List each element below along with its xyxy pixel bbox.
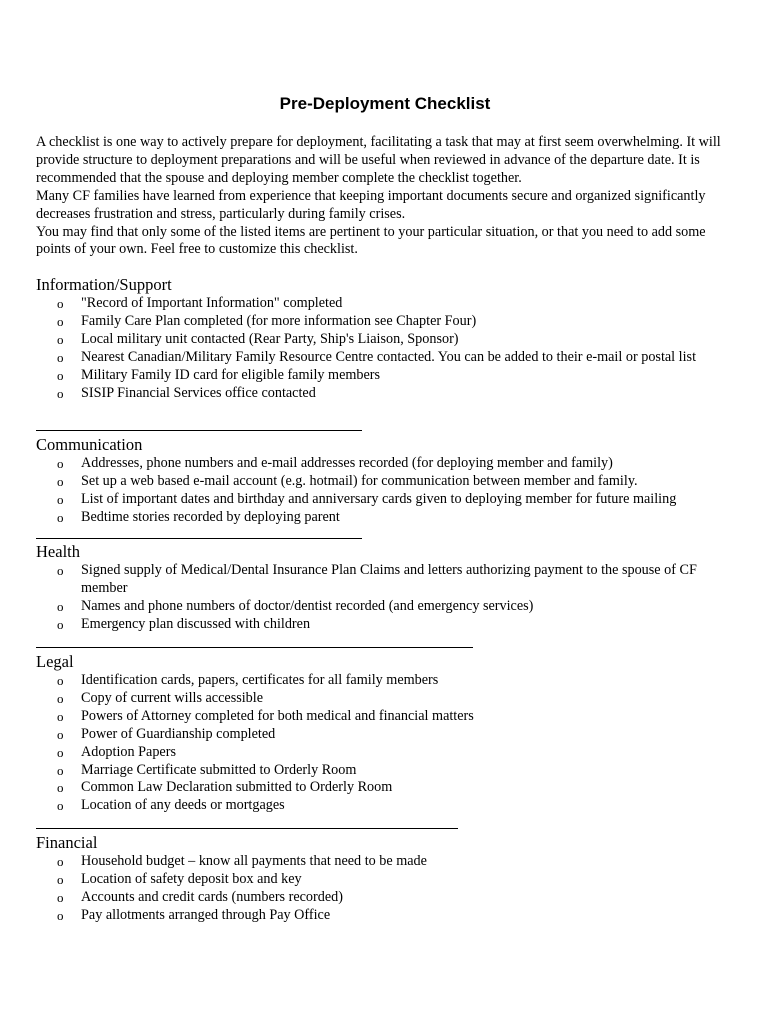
- item-text: Accounts and credit cards (numbers recorded): [81, 888, 343, 905]
- bullet-icon: o: [57, 726, 64, 742]
- list-item: [36, 295, 721, 313]
- section-heading: Health: [36, 542, 80, 561]
- bullet-icon: o: [57, 491, 64, 507]
- bullet-icon: o: [57, 349, 64, 365]
- list-item: [36, 313, 721, 331]
- item-text: Local military unit contacted (Rear Party, Ship's Liaison, Sponsor): [81, 330, 459, 347]
- item-text: Household budget – know all payments that need to be made: [81, 853, 427, 869]
- item-text: "Record of Important Information" completed: [81, 295, 343, 311]
- list-item: [36, 349, 721, 367]
- item-text: Common Law Declaration submitted to Orderly Room: [81, 779, 393, 796]
- intro-paragraph: A checklist is one way to actively prepare for deployment, facilitating a task that may at first seem overwhelming. It will provide structure to deployment preparations and will be useful when reviewed in advance of the departure date. It is recommended that the spouse and deploying member complete the checklist together.: [36, 134, 721, 186]
- list-item: [36, 367, 721, 385]
- intro-paragraph: Many CF families have learned from experience that keeping important documents secure and organized significantly decreases frustration and stress, particularly during family crises.: [36, 187, 706, 222]
- bullet-icon: o: [57, 367, 64, 383]
- list-item: [36, 491, 721, 509]
- list-item: [36, 744, 721, 762]
- list-item: [36, 779, 721, 797]
- section-legal: [36, 652, 736, 815]
- bullet-icon: o: [57, 563, 64, 578]
- bullet-icon: o: [57, 762, 64, 778]
- list-item: [36, 385, 721, 403]
- bullet-icon: o: [57, 331, 64, 347]
- item-text: Emergency plan discussed with children: [81, 615, 311, 632]
- bullet-icon: o: [57, 473, 64, 489]
- bullet-icon: o: [57, 385, 64, 401]
- bullet-icon: o: [57, 798, 64, 814]
- bullet-icon: o: [57, 907, 64, 923]
- section-divider: [36, 538, 362, 539]
- section-financial: [36, 833, 736, 925]
- item-text: Identification cards, papers, certificates for all family members: [81, 672, 439, 688]
- item-text: Adoption Papers: [81, 743, 176, 760]
- list-item: [36, 672, 721, 690]
- list-item: [36, 455, 721, 473]
- list-item: [36, 871, 721, 889]
- list-item: [36, 331, 721, 349]
- list-item: [36, 509, 721, 527]
- bullet-icon: o: [57, 616, 64, 632]
- bullet-icon: o: [57, 509, 64, 525]
- list-item: [36, 562, 721, 598]
- item-text: Names and phone numbers of doctor/dentist recorded (and emergency services): [81, 597, 534, 614]
- item-text: Marriage Certificate submitted to Orderly Room: [81, 761, 357, 778]
- bullet-icon: o: [57, 456, 64, 471]
- list-item: [36, 853, 721, 871]
- item-text: Copy of current wills accessible: [81, 689, 264, 706]
- bullet-icon: o: [57, 889, 64, 905]
- bullet-icon: o: [57, 296, 64, 311]
- item-text: Location of any deeds or mortgages: [81, 797, 285, 814]
- item-text: Location of safety deposit box and key: [81, 870, 302, 887]
- list-item: [36, 907, 721, 925]
- bullet-icon: o: [57, 744, 64, 760]
- list-item: [36, 797, 721, 815]
- checklist: [36, 455, 736, 527]
- bullet-icon: o: [57, 313, 64, 329]
- section-heading: Legal: [36, 652, 74, 671]
- page-title: Pre-Deployment Checklist: [279, 94, 491, 113]
- list-item: [36, 598, 721, 616]
- bullet-icon: o: [57, 871, 64, 887]
- checklist: [36, 853, 736, 925]
- list-item: [36, 726, 721, 744]
- item-text: Powers of Attorney completed for both medical and financial matters: [81, 707, 474, 724]
- intro-paragraph: You may find that only some of the listed items are pertinent to your particular situation, or that you need to add some points of your own. Feel free to customize this checklist.: [36, 223, 706, 258]
- bullet-icon: o: [57, 854, 64, 869]
- item-text: List of important dates and birthday and anniversary cards given to deploying member for future mailing: [81, 490, 677, 507]
- checklist: [36, 295, 736, 402]
- list-item: [36, 708, 721, 726]
- section-heading: Communication: [36, 435, 143, 454]
- section-heading: Financial: [36, 833, 98, 852]
- section-health: [36, 542, 736, 634]
- item-text: Addresses, phone numbers and e-mail addresses recorded (for deploying member and family): [81, 455, 613, 471]
- item-text: Family Care Plan completed (for more information see Chapter Four): [81, 312, 477, 329]
- section-information-support: [36, 275, 736, 402]
- list-item: [36, 473, 721, 491]
- list-item: [36, 889, 721, 907]
- item-text: Nearest Canadian/Military Family Resource Centre contacted. You can be added to their e-mail or postal list: [81, 348, 697, 365]
- item-text: Bedtime stories recorded by deploying parent: [81, 508, 340, 525]
- item-text: Set up a web based e-mail account (e.g. hotmail) for communication between member and family.: [81, 472, 638, 489]
- checklist: [36, 562, 736, 634]
- intro-text: [36, 134, 741, 259]
- item-text: Pay allotments arranged through Pay Office: [81, 906, 331, 923]
- item-text: Military Family ID card for eligible family members: [81, 366, 381, 383]
- list-item: [36, 690, 721, 708]
- item-text: SISIP Financial Services office contacted: [81, 384, 316, 401]
- section-heading: Information/Support: [36, 275, 172, 294]
- item-text: Power of Guardianship completed: [81, 725, 276, 742]
- section-divider: [36, 647, 473, 648]
- bullet-icon: o: [57, 673, 64, 688]
- section-communication: [36, 435, 736, 527]
- checklist: [36, 672, 736, 815]
- list-item: [36, 616, 721, 634]
- item-text: Signed supply of Medical/Dental Insurance Plan Claims and letters authorizing payment to the spouse of CF member: [81, 562, 697, 596]
- bullet-icon: o: [57, 780, 64, 796]
- bullet-icon: o: [57, 708, 64, 724]
- bullet-icon: o: [57, 690, 64, 706]
- section-divider: [36, 430, 362, 431]
- list-item: [36, 762, 721, 780]
- section-divider: [36, 828, 458, 829]
- bullet-icon: o: [57, 598, 64, 614]
